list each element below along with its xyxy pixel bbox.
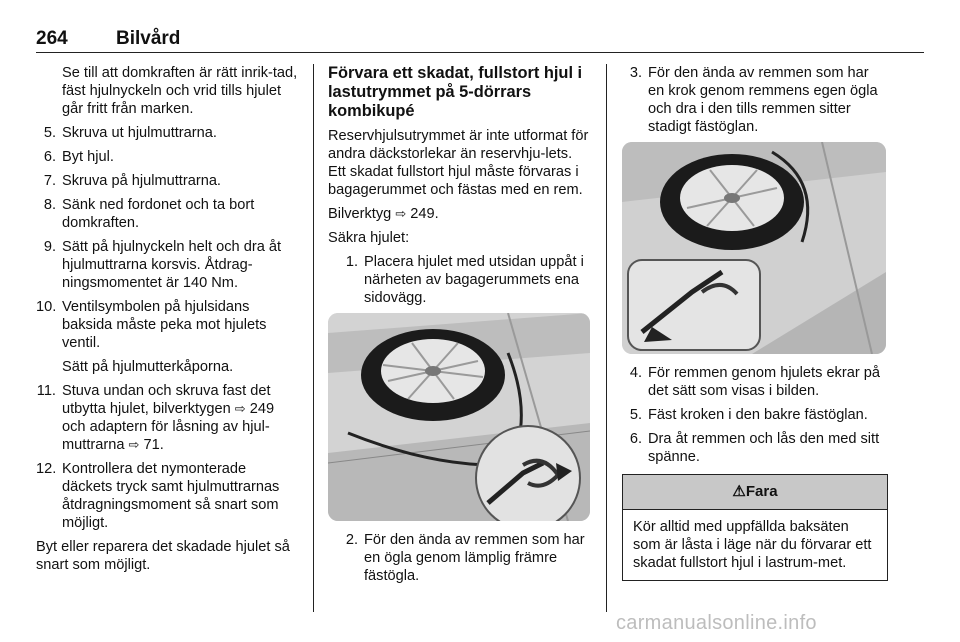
illustration-wheel-in-trunk [328,313,590,521]
page-ref-link[interactable]: 249. [410,206,439,222]
ref-arrow-icon: ⇨ [128,437,140,452]
warning-triangle-icon: ⚠ [732,483,746,500]
step-6: 6. Byt hjul. [43,149,114,165]
step-9: 9. Sätt på hjulnyckeln helt och dra åt hjulmuttrarna korsvis. Åtdrag-ningsmomentet är 140 Nm. [43,239,282,291]
step-5: 5. Skruva ut hjulmuttrarna. [43,125,217,141]
page-number: 264 [36,28,68,49]
section-heading: Förvara ett skadat, fullstort hjul i lastutrymmet på 5-dörrars kombikupé [328,64,583,120]
step-7: 7. Skruva på hjulmuttrarna. [43,173,221,189]
watermark: carmanualsonline.info [616,612,817,634]
trunk-wheel-drawing [328,313,590,521]
warning-title: Fara [745,483,778,500]
step-10-note: Sätt på hjulmutterkåporna. [62,359,234,375]
strap-hook-drawing [622,142,886,354]
step-8: 8. Sänk ned fordonet och ta bort domkraften. [43,197,255,231]
step-4: 4. För remmen genom hjulets ekrar på det sätt som visas i bilden. [629,365,880,399]
illustration-strap-hook [622,142,886,354]
intro-text: Se till att domkraften är rätt inrik-tad, fäst hjulnyckeln och vrid tills hjulet går fritt från marken. [62,65,298,117]
warning-header [623,475,887,510]
section-title: Bilvård [116,28,181,49]
ref-arrow-icon: ⇨ [234,401,246,416]
step-11: 11. Stuva undan och skruva fast det utbytta hjulet, bilverktygen ⇨ 249 och adaptern för låsning av hjul-muttrarna ⇨ 71. [36,383,275,453]
step-5b: 5. Fäst kroken i den bakre fästöglan. [629,407,868,423]
step-3: 3. För den ända av remmen som har en krok genom remmens egen ögla och dra i den tills remmen sitter stadigt fästöglan. [629,65,878,135]
step-2: 2. För den ända av remmen som har en ögla genom lämplig främre fästögla. [345,532,585,584]
intro-paragraph: Reservhjulsutrymmet är inte utformat för andra däckstorlekar än reservhju-lets. Ett skadat fullstort hjul måste förvaras i bagagerummet och fästas med en rem. [328,128,589,198]
closing-text: Byt eller reparera det skadade hjulet så snart som möjligt. [36,539,290,573]
secure-label: Säkra hjulet: [328,230,410,246]
page-ref-link[interactable]: 71 [143,437,160,453]
step-12: 12. Kontrollera det nymonterade däckets tryck samt hjulmuttrarnas åtdragningsmoment så snart som möjligt. [36,461,280,531]
ref-arrow-icon: ⇨ [395,206,407,221]
column-divider-1 [313,64,314,612]
column-divider-2 [606,64,607,612]
step-10: 10. Ventilsymbolen på hjulsidans baksida måste peka mot hjulets ventil. [36,299,267,351]
step-6b: 6. Dra åt remmen och lås den med sitt spänne. [629,431,880,465]
column-2 [328,64,592,591]
warning-box [622,474,888,581]
step-1: 1. Placera hjulet med utsidan uppåt i närheten av bagagerummets ena sidovägg. [345,254,584,306]
page-header [36,28,924,54]
column-1 [36,64,300,580]
warning-text: Kör alltid med uppfällda baksäten som är låsta i läge när du förvarar ett skadat fullstort hjul i lastrum-met. [633,519,872,571]
header-rule [36,52,924,53]
tools-reference: Bilverktyg ⇨ 249. [328,206,439,222]
page-ref-link[interactable]: 249 [249,401,275,417]
column-3 [622,64,888,581]
